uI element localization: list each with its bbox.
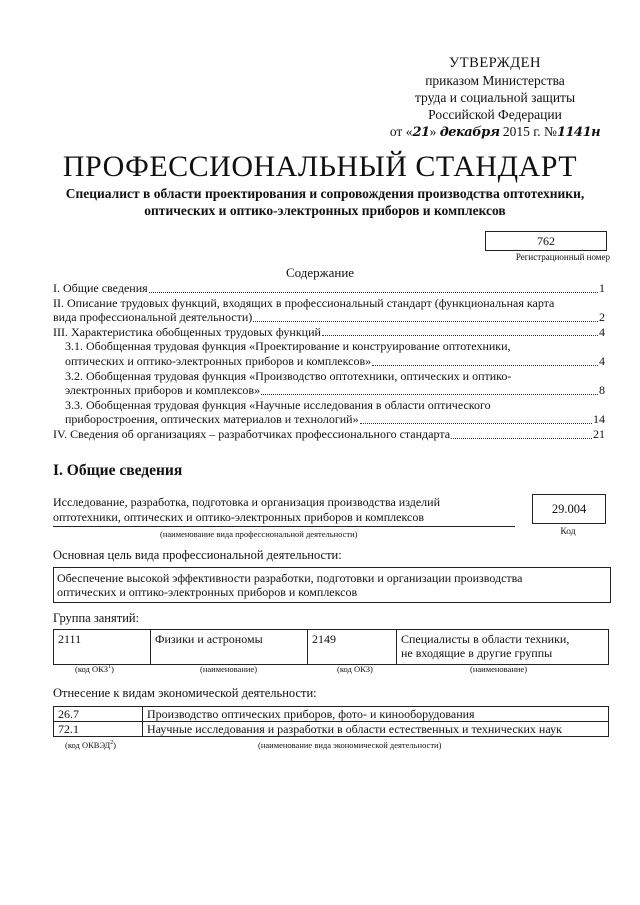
table-row — [54, 722, 609, 737]
date-day: 21 — [412, 125, 430, 140]
okz-code-cell: 2149 — [308, 630, 397, 665]
approval-heading: УТВЕРЖДЕН — [449, 55, 541, 71]
group-label: Группа занятий: — [53, 611, 140, 625]
document-subtitle: Специалист в области проектирования и сопровождения производства оптотехники, оптических и оптико-электронных приборов и комплексов — [65, 186, 585, 218]
okved-name-cell: Научные исследования и разработки в области естественных и технических наук — [143, 722, 609, 737]
goal-box: Обеспечение высокой эффективности разработки, подготовки и организации производства оптических и оптико-электронных приборов и комплексов — [53, 567, 611, 603]
toc-item[interactable]: III. Характеристика обобщенных трудовых функций 4 — [53, 324, 605, 339]
okved-code-caption: (код ОКВЭД$^2$) — [65, 740, 116, 750]
toc-item[interactable]: 3.3. Обобщенная трудовая функция «Научные исследования в области оптического приборостроения, оптических материалов и технологий» 14 — [65, 397, 605, 427]
toc-item[interactable]: I. Общие сведения 1 — [53, 281, 605, 295]
approval-line: Российской Федерации — [428, 107, 562, 122]
activity-code-label: Код — [560, 527, 576, 537]
registration-number-box: 762 — [485, 231, 607, 251]
okved-name-cell: Производство оптических приборов, фото- и кинооборудования — [143, 707, 609, 722]
toc-item[interactable]: II. Описание трудовых функций, входящих в профессиональный стандарт (функциональная карта вида профессиональной деятельности) 2 — [53, 295, 605, 325]
activity-name: Исследование, разработка, подготовка и организация производства изделий оптотехники, оптических и оптико-электронных приборов и комплексов — [53, 495, 515, 527]
document-title: ПРОФЕССИОНАЛЬНЫЙ СТАНДАРТ — [62, 150, 578, 183]
activity-code-box: 29.004 — [532, 494, 606, 524]
registration-number-label: Регистрационный номер — [515, 252, 610, 262]
activity-caption: (наименование вида профессиональной деятельности) — [160, 529, 358, 539]
okz-name-cell: Специалисты в области техники, не входящие в другие группы — [397, 630, 609, 665]
section-heading: I. Общие сведения — [53, 462, 183, 479]
okz-name-caption: (наименование) — [200, 664, 258, 674]
toc-item[interactable]: 3.2. Обобщенная трудовая функция «Производство оптотехники, оптических и оптико- электронных приборов и комплексов» 8 — [65, 368, 605, 398]
okved-code-cell: 72.1 — [54, 722, 143, 737]
okz-code-caption: (код ОКЗ$^1$) — [75, 664, 114, 674]
econ-label: Отнесение к видам экономической деятельности: — [53, 686, 317, 700]
economic-activities-table — [53, 706, 609, 737]
okz-code-cell: 2111 — [54, 630, 151, 665]
table-row — [54, 707, 609, 722]
approval-line: труда и социальной защиты — [414, 90, 576, 105]
toc-title: Содержание — [285, 265, 355, 280]
goal-label: Основная цель вида профессиональной деятельности: — [53, 548, 342, 562]
approval-line: приказом Министерства — [425, 73, 565, 88]
date-month: декабря — [439, 125, 500, 140]
approval-block — [380, 55, 610, 141]
toc-item[interactable]: IV. Сведения об организациях – разработчиках профессионального стандарта 21 — [53, 426, 605, 441]
toc-item[interactable]: 3.1. Обобщенная трудовая функция «Проектирование и конструирование оптотехники, оптических и оптико-электронных приборов и комплексов» 4 — [65, 339, 605, 368]
okz-name-caption: (наименование) — [470, 664, 528, 674]
table-of-contents — [53, 281, 605, 442]
order-number: 1141н — [556, 125, 601, 140]
table-row — [54, 630, 609, 665]
okz-code-caption: (код ОКЗ) — [337, 664, 373, 674]
okved-name-caption: (наименование вида экономической деятельности) — [258, 740, 442, 750]
okz-name-cell: Физики и астрономы — [151, 630, 308, 665]
occupation-groups-table — [53, 629, 609, 665]
okved-code-cell: 26.7 — [54, 707, 143, 722]
approval-date: от «21» декабря 2015 г. №1141н — [389, 124, 601, 140]
